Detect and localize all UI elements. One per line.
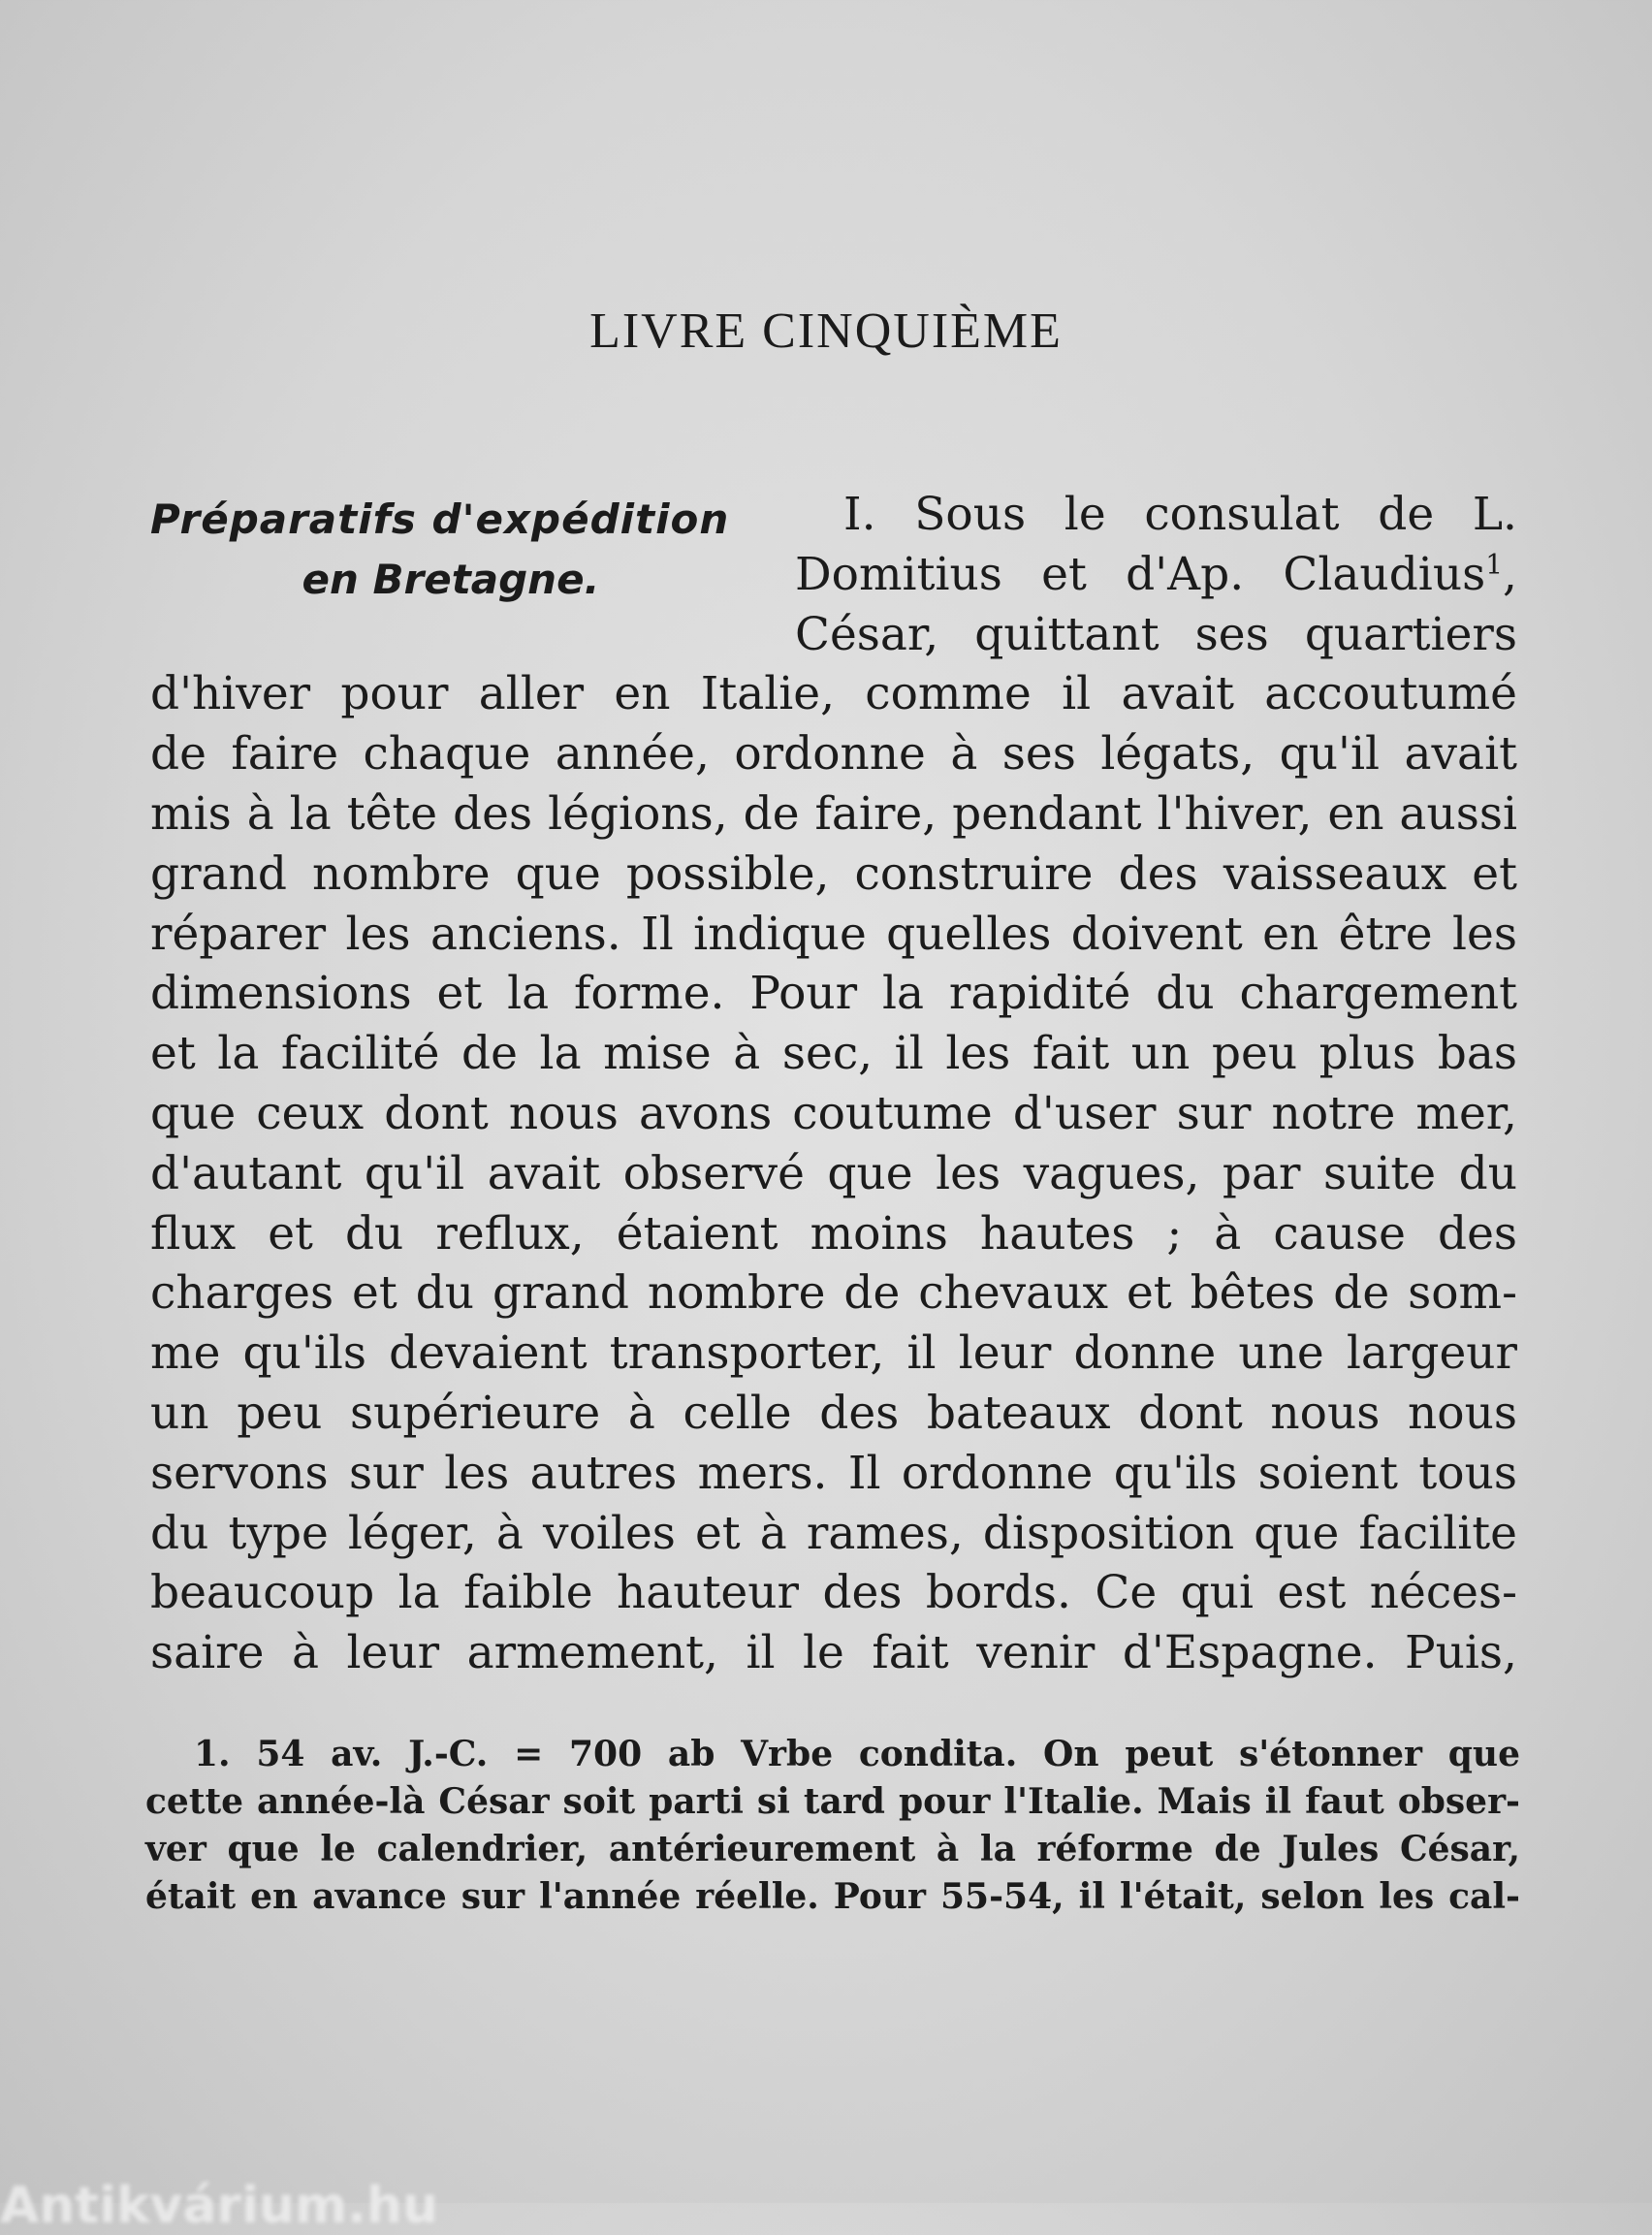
footnote [145, 1731, 1520, 1921]
body-line: I. Sous le consulat de L. [843, 488, 1517, 541]
chapter-title: LIVRE CINQUIÈME [589, 303, 1063, 359]
body-line: et la facilité de la mise à sec, il les fait un peu plus bas [150, 1027, 1517, 1081]
body-line: grand nombre que possible, construire des vaisseaux et [150, 846, 1517, 901]
body-text [150, 485, 1517, 1683]
watermark: Antikvárium.hu [0, 2177, 438, 2235]
body-line: charges et du grand nombre de chevaux et bêtes de som- [150, 1266, 1517, 1321]
body-line: beaucoup la faible hauteur des bords. Ce qui est néces- [150, 1566, 1517, 1620]
body-line: dimensions et la forme. Pour la rapidité du chargement [150, 967, 1517, 1021]
body-line: servons sur les autres mers. Il ordonne qu'ils soient tous [150, 1446, 1517, 1500]
body-line: flux et du reflux, étaient moins hautes ; à cause des [150, 1206, 1517, 1261]
side-heading-line: Préparatifs d'expédition [150, 495, 730, 543]
body-line: me qu'ils devaient transporter, il leur donne une largeur [150, 1326, 1517, 1381]
body-line: du type léger, à voiles et à rames, disposition que facilite [150, 1506, 1517, 1560]
footnote-line: cette année-là César soit parti si tard pour l'Italie. Mais il faut obser- [145, 1781, 1520, 1822]
body-line-text: Domitius et d'Ap. Claudius [795, 547, 1486, 601]
body-line: d'autant qu'il avait observé que les vagues, par suite du [150, 1146, 1517, 1200]
footnote-line: 1. 54 av. J.-C. = 700 ab Vrbe condita. On peut s'étonner que [194, 1734, 1520, 1774]
body-line: saire à leur armement, il le fait venir d'Espagne. Puis, [150, 1626, 1517, 1680]
footnote-line: était en avance sur l'année réelle. Pour 55-54, il l'était, selon les cal- [145, 1876, 1520, 1917]
body-line: d'hiver pour aller en Italie, comme il avait accoutumé [150, 667, 1517, 721]
body-line: un peu supérieure à celle des bateaux dont nous nous [150, 1386, 1517, 1440]
body-line: que ceux dont nous avons coutume d'user sur notre mer, [150, 1086, 1517, 1140]
body-line: Domitius et d'Ap. Claudius$^1$, [795, 547, 1517, 601]
body-line: mis à la tête des légions, de faire, pendant l'hiver, en aussi [150, 786, 1517, 841]
side-heading-line: en Bretagne. [302, 556, 600, 603]
body-line: réparer les anciens. Il indique quelles doivent en être les [150, 907, 1517, 961]
body-line: César, quittant ses quartiers [795, 607, 1517, 661]
footnote-line: ver que le calendrier, antérieurement à la réforme de Jules César, [145, 1829, 1520, 1869]
body-line: de faire chaque année, ordonne à ses légats, qu'il avait [150, 727, 1517, 782]
footnote-ref: 1 [1485, 548, 1504, 581]
